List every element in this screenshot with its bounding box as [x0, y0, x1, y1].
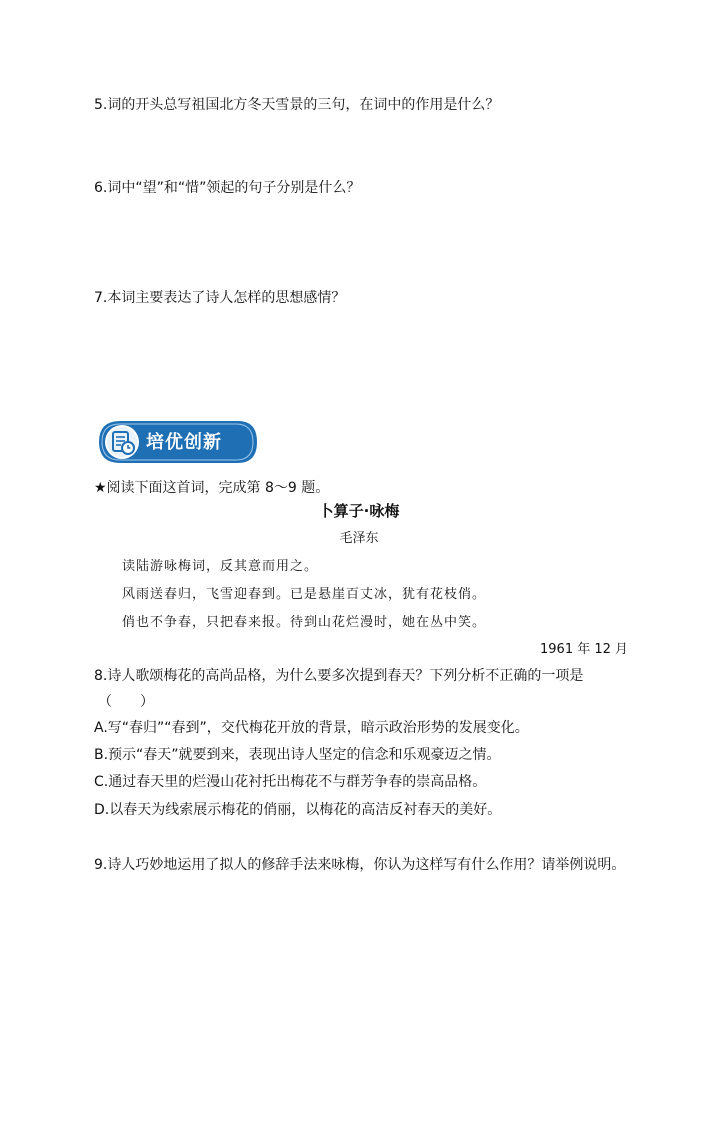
poem-author: 毛泽东 [339, 531, 379, 546]
question-5: 5.词的开头总写祖国北方冬天雪景的三句，在词中的作用是什么？ [94, 97, 500, 113]
option-b: B.预示“春天”就要到来，表现出诗人坚定的信念和乐观豪迈之情。 [94, 747, 501, 763]
question-6: 6.词中“望”和“惜”领起的句子分别是什么？ [94, 180, 361, 196]
document-clock-icon [109, 429, 137, 457]
poem-title: 卜算子·咏梅 [318, 502, 400, 520]
banner-title: 培优创新 [146, 432, 222, 453]
poem-date: 1961 年 12 月 [540, 642, 629, 657]
option-d: D.以春天为线索展示梅花的俏丽，以梅花的高洁反衬春天的美好。 [94, 802, 502, 818]
question-7: 7.本词主要表达了诗人怎样的思想感情？ [94, 290, 346, 306]
option-a: A.写“春归”“春到”，交代梅花开放的背景，暗示政治形势的发展变化。 [94, 720, 529, 736]
reading-instruction: ★阅读下面这首词，完成第 8～9 题。 [94, 480, 330, 496]
poem-preface: 读陆游咏梅词，反其意而用之。 [122, 559, 319, 574]
poem-line: 风雨送春归，飞雪迎春到。已是悬崖百丈冰，犹有花枝俏。 [122, 587, 487, 602]
option-c: C.通过春天里的烂漫山花衬托出梅花不与群芳争春的崇高品格。 [94, 774, 487, 790]
answer-blank: （ ） [98, 694, 154, 710]
question-9: 9.诗人巧妙地运用了拟人的修辞手法来咏梅，你认为这样写有什么作用？请举例说明。 [94, 857, 626, 873]
question-8-stem: 8.诗人歌颂梅花的高尚品格，为什么要多次提到春天？下列分析不正确的一项是 [94, 668, 584, 684]
section-banner [98, 420, 258, 464]
poem-line: 俏也不争春，只把春来报。待到山花烂漫时，她在丛中笑。 [122, 615, 487, 630]
